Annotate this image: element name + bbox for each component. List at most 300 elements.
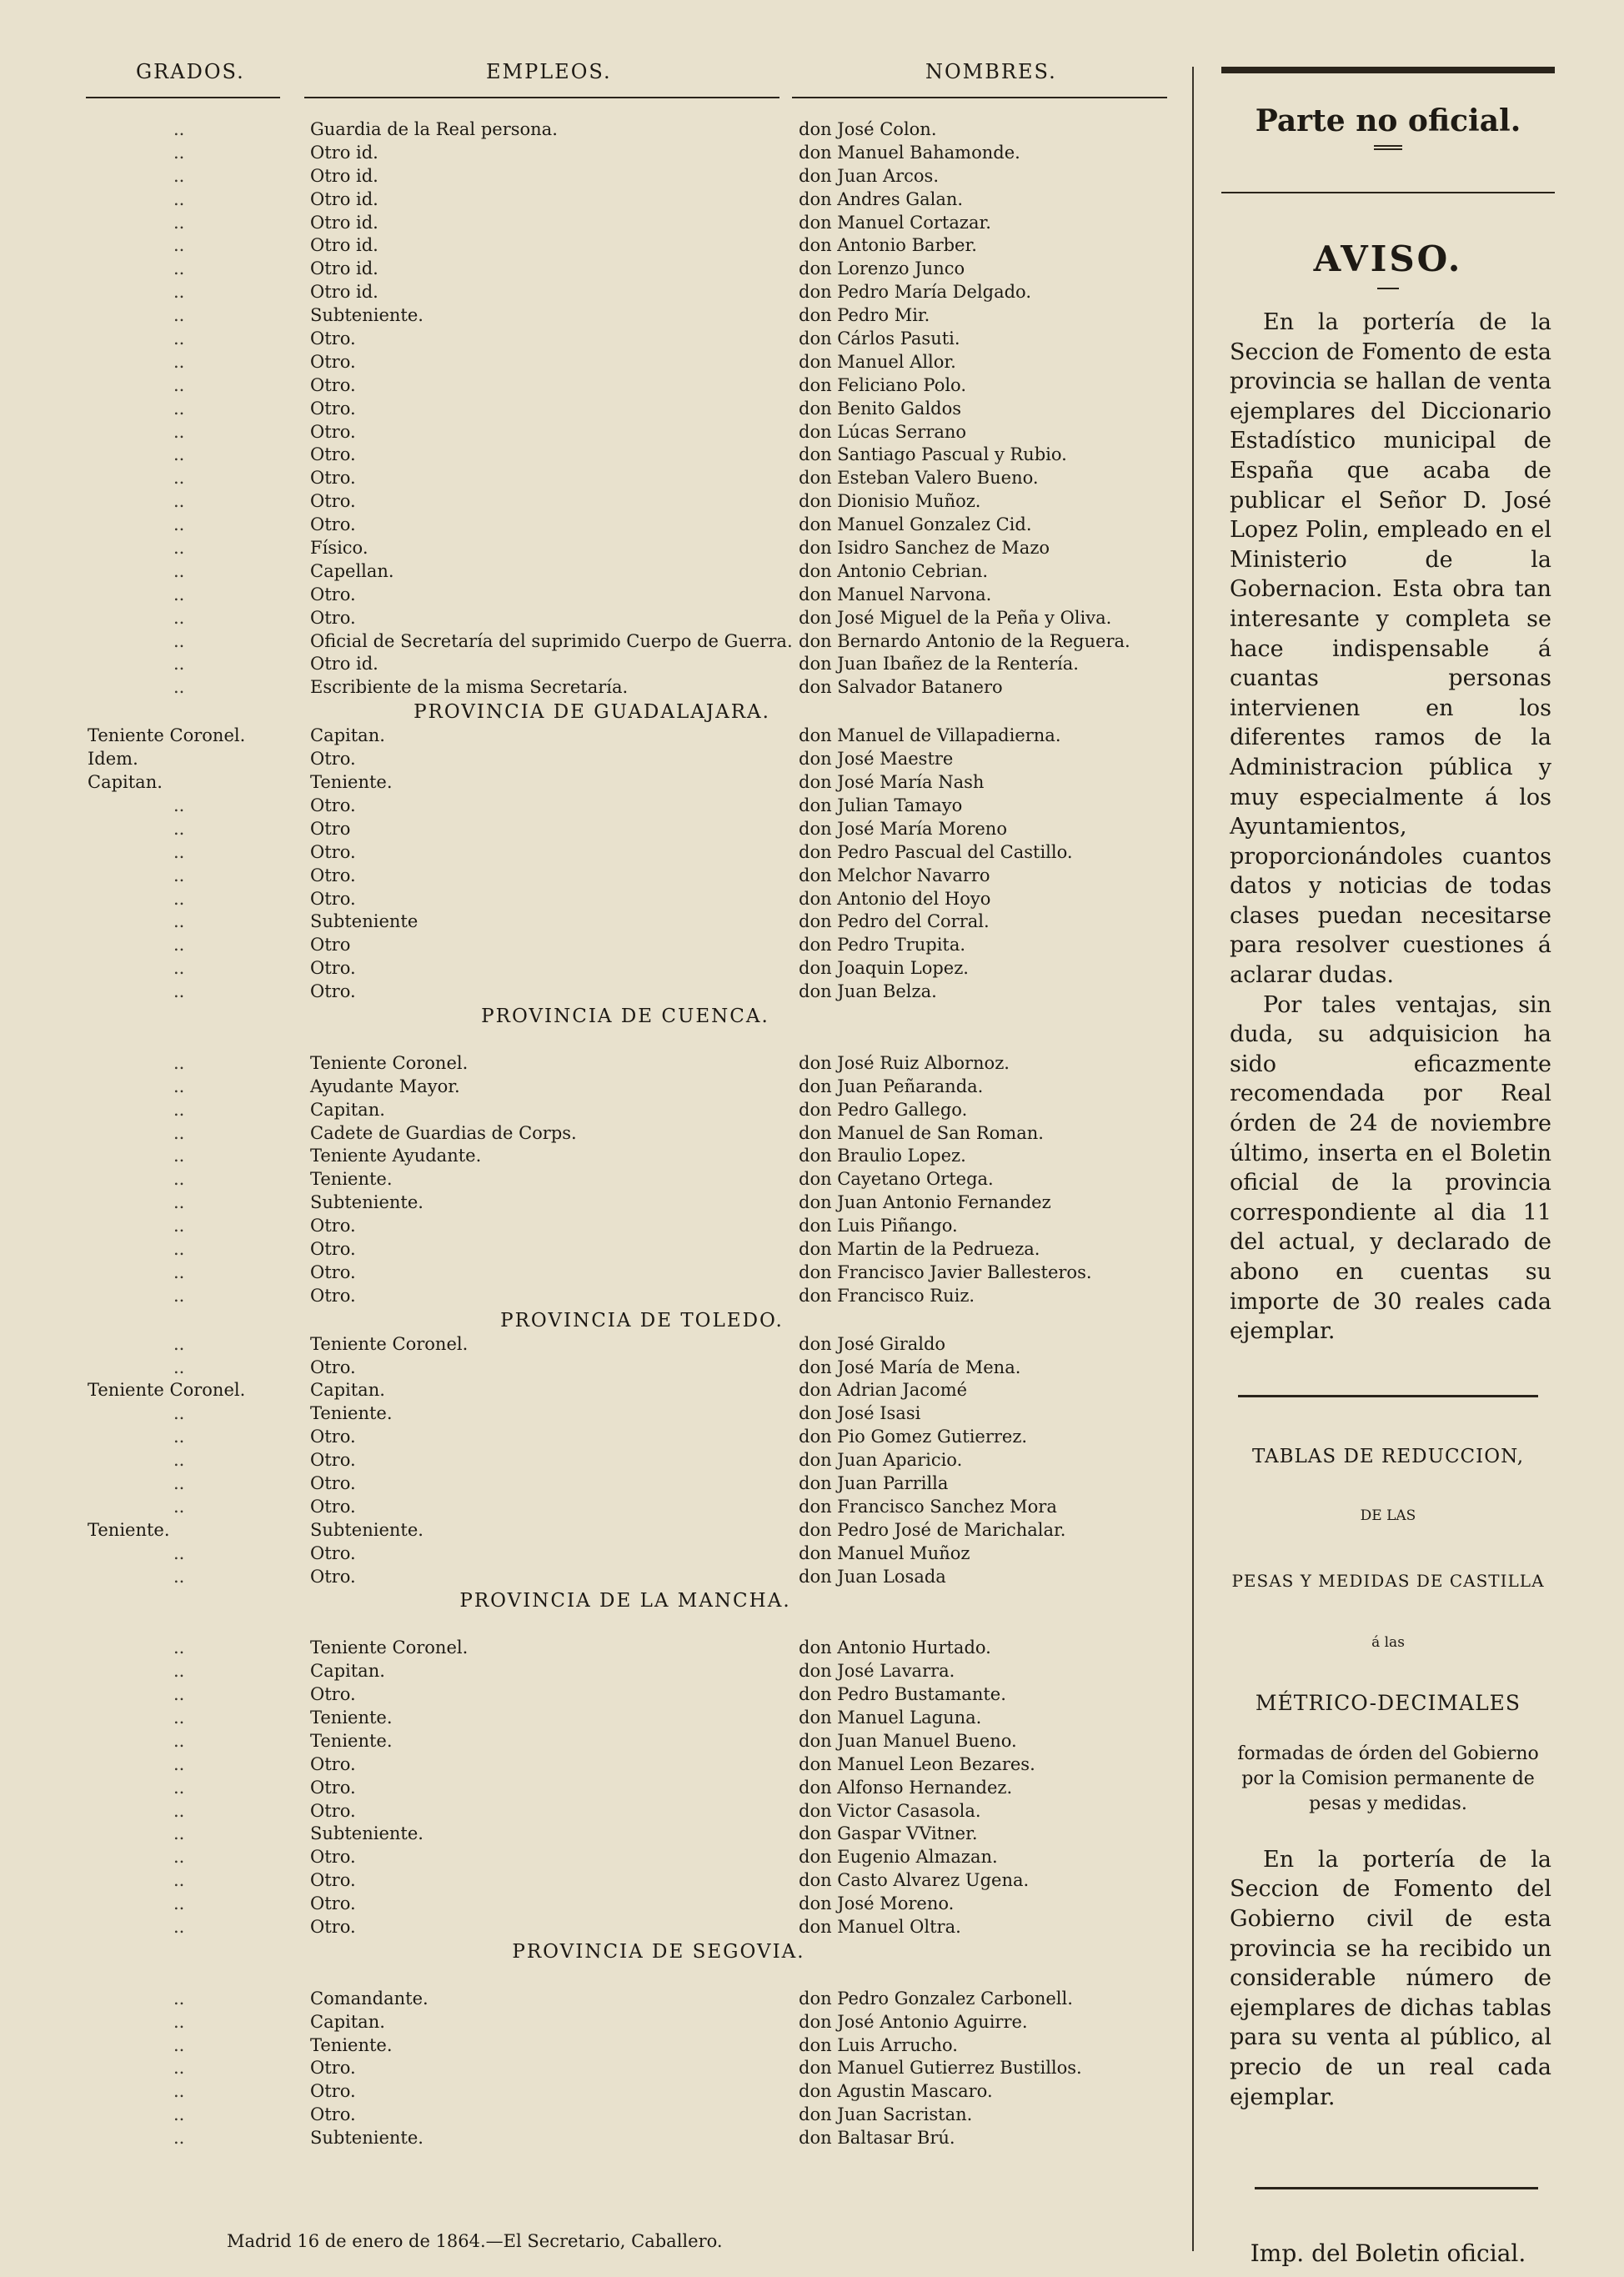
empleo-cell: Otro id. — [310, 282, 378, 303]
ditto-mark: .. — [173, 1730, 185, 1751]
ditto-mark: .. — [173, 1638, 185, 1658]
section-rule-3 — [1255, 2187, 1538, 2189]
empleo-cell: Capitan. — [310, 725, 385, 746]
nombre-cell: don Lorenzo Junco — [799, 258, 965, 279]
nombre-cell: don Benito Galdos — [799, 398, 962, 419]
empleo-cell: Subteniente. — [310, 2128, 424, 2149]
ditto-mark: .. — [173, 468, 185, 489]
grado-cell: Capitan. — [88, 772, 163, 793]
nombre-cell: don Manuel Allor. — [799, 351, 956, 372]
province-heading — [0, 700, 1184, 725]
ditto-mark: .. — [173, 1917, 185, 1938]
empleo-cell: Otro. — [310, 1285, 356, 1306]
empleo-cell: Subteniente. — [310, 1519, 424, 1540]
list-row — [0, 1519, 1184, 1542]
ditto-mark: .. — [173, 1450, 185, 1471]
ditto-mark: .. — [173, 514, 185, 535]
ditto-mark: .. — [173, 584, 185, 604]
list-row — [0, 1800, 1184, 1823]
section-rule — [1221, 192, 1555, 193]
grado-cell: Teniente Coronel. — [88, 1380, 246, 1401]
empleo-cell: Teniente Coronel. — [310, 1638, 469, 1658]
nombre-cell: don Joaquin Lopez. — [799, 958, 969, 979]
ditto-mark: .. — [173, 1496, 185, 1517]
top-thick-rule — [1221, 67, 1555, 73]
list-row — [0, 165, 1184, 188]
empleo-cell: Otro. — [310, 2058, 356, 2079]
ditto-mark: .. — [173, 142, 185, 163]
ditto-mark: .. — [173, 1052, 185, 1073]
ditto-mark: .. — [173, 1261, 185, 1282]
empleo-cell: Otro. — [310, 1450, 356, 1471]
nombre-cell: don Pedro Bustamante. — [799, 1684, 1006, 1705]
ditto-mark: .. — [173, 444, 185, 465]
nombre-cell: don Pedro Gonzalez Carbonell. — [799, 1988, 1073, 2009]
list-row — [0, 351, 1184, 374]
nombre-cell: don Santiago Pascual y Rubio. — [799, 444, 1067, 465]
list-row — [0, 1916, 1184, 1939]
ditto-mark: .. — [173, 1357, 185, 1377]
empleo-cell: Teniente. — [310, 1730, 393, 1751]
empleo-cell: Escribiente de la misma Secretaría. — [310, 677, 629, 698]
nombre-cell: don José Isasi — [799, 1403, 921, 1424]
list-row — [0, 1893, 1184, 1916]
list-row — [0, 1753, 1184, 1777]
ditto-mark: .. — [173, 305, 185, 326]
empleo-cell: Teniente. — [310, 1403, 393, 1424]
aviso-dash — [1377, 288, 1399, 289]
list-row — [0, 1472, 1184, 1496]
ditto-mark: .. — [173, 560, 185, 581]
officer-list — [0, 118, 1184, 2150]
list-row — [0, 1637, 1184, 1660]
list-row — [0, 1823, 1184, 1846]
empleo-cell: Otro. — [310, 1753, 356, 1774]
nombre-cell: don Isidro Sanchez de Mazo — [799, 538, 1050, 559]
list-row — [0, 1122, 1184, 1146]
list-row — [0, 188, 1184, 212]
list-row — [0, 1566, 1184, 1589]
empleo-cell: Comandante. — [310, 1988, 429, 2009]
ditto-mark: .. — [173, 1870, 185, 1891]
list-row — [0, 1379, 1184, 1402]
nombre-cell: don Salvador Batanero — [799, 677, 1003, 698]
province-heading-text: PROVINCIA DE TOLEDO. — [500, 1309, 784, 1332]
empleo-cell: Capellan. — [310, 560, 394, 581]
empleo-cell: Otro. — [310, 329, 356, 349]
list-row — [0, 1730, 1184, 1753]
list-row — [0, 1660, 1184, 1683]
tablas-pesas: PESAS Y MEDIDAS DE CASTILLA — [1231, 1570, 1545, 1591]
nombre-cell: don Antonio Barber. — [799, 235, 977, 256]
list-row — [0, 328, 1184, 351]
ditto-mark: .. — [173, 1847, 185, 1868]
nombre-cell: don Andres Galan. — [799, 188, 964, 209]
ditto-mark: .. — [173, 818, 185, 839]
nombre-cell: don Luis Arrucho. — [799, 2034, 958, 2055]
nombre-cell: don José Miguel de la Peña y Oliva. — [799, 607, 1112, 628]
list-row — [0, 1191, 1184, 1215]
empleo-cell: Otro. — [310, 2081, 356, 2102]
ditto-mark: .. — [173, 1472, 185, 1493]
nombre-cell: don Pedro Mir. — [799, 305, 930, 326]
empleo-cell: Capitan. — [310, 1380, 385, 1401]
tablas-paragraph: En la portería de la Seccion de Fomento del Gobierno civil de esta provincia se ha recibido un considerable número de ejemplares de dichas tablas para su venta al público, al precio de un real cada ejemplar. — [1230, 1846, 1551, 2110]
list-row — [0, 1145, 1184, 1168]
empleo-cell: Otro. — [310, 374, 356, 395]
nombre-cell: don Melchor Navarro — [799, 865, 990, 885]
empleo-cell: Otro. — [310, 1238, 356, 1259]
list-row — [0, 1683, 1184, 1707]
ditto-mark: .. — [173, 119, 185, 139]
nombre-cell: don Manuel Laguna. — [799, 1708, 982, 1728]
list-row — [0, 1846, 1184, 1869]
aviso-paragraph-2: Por tales ventajas, sin duda, su adquisicion ha sido eficazmente recomendada por Real órden de 24 de noviembre último, inserta en el Boletin oficial de la provincia correspondiente al dia 11 del actual, y declarado de abono en cuentas su importe de 30 reales cada ejemplar. — [1230, 991, 1551, 1345]
list-row — [0, 795, 1184, 818]
nombre-cell: don Lúcas Serrano — [799, 421, 967, 442]
list-row — [0, 1988, 1184, 2011]
nombre-cell: don José Antonio Aguirre. — [799, 2011, 1028, 2032]
ditto-mark: .. — [173, 1076, 185, 1096]
ditto-mark: .. — [173, 1216, 185, 1236]
province-heading — [0, 1004, 1184, 1029]
province-heading — [0, 1588, 1184, 1613]
empleo-cell: Otro. — [310, 1261, 356, 1282]
list-row — [0, 1261, 1184, 1285]
empleo-cell: Subteniente. — [310, 1823, 424, 1844]
empleo-cell: Otro. — [310, 1847, 356, 1868]
list-row — [0, 584, 1184, 607]
nombre-cell: don Pedro Trupita. — [799, 935, 966, 955]
grado-cell: Teniente. — [88, 1519, 170, 1540]
list-row — [0, 1869, 1184, 1893]
tablas-a-las: á las — [1371, 1633, 1405, 1651]
list-row — [0, 1238, 1184, 1261]
list-row — [0, 676, 1184, 700]
nombre-cell: don Manuel de Villapadierna. — [799, 725, 1061, 746]
empleo-cell: Otro. — [310, 888, 356, 909]
empleo-cell: Ayudante Mayor. — [310, 1076, 460, 1096]
ditto-mark: .. — [173, 1238, 185, 1259]
tablas-metrico: MÉTRICO-DECIMALES — [1255, 1690, 1521, 1715]
nombre-cell: don Dionisio Muñoz. — [799, 491, 981, 512]
imprenta-credit: Imp. del Boletin oficial. — [1250, 2239, 1526, 2268]
nombre-cell: don Juan Peñaranda. — [799, 1076, 984, 1096]
empleo-cell: Otro id. — [310, 258, 378, 279]
nombre-cell: don Manuel Cortazar. — [799, 212, 991, 233]
nombre-cell: don Manuel Gonzalez Cid. — [799, 514, 1032, 535]
nombre-cell: don Juan Antonio Fernandez — [799, 1192, 1051, 1213]
ditto-mark: .. — [173, 329, 185, 349]
ditto-mark: .. — [173, 981, 185, 1002]
empleo-cell: Otro id. — [310, 165, 378, 186]
nombre-cell: don Esteban Valero Bueno. — [799, 468, 1039, 489]
list-row — [0, 1449, 1184, 1472]
ditto-mark: .. — [173, 1566, 185, 1587]
nombre-cell: don Casto Alvarez Ugena. — [799, 1870, 1030, 1891]
empleo-cell: Otro. — [310, 1216, 356, 1236]
list-row — [0, 1333, 1184, 1357]
list-row — [0, 1426, 1184, 1449]
ditto-mark: .. — [173, 421, 185, 442]
list-row — [0, 444, 1184, 467]
nombre-cell: don Cárlos Pasuti. — [799, 329, 960, 349]
list-row — [0, 818, 1184, 841]
nombre-cell: don Victor Casasola. — [799, 1800, 981, 1821]
ditto-mark: .. — [173, 398, 185, 419]
list-row — [0, 934, 1184, 957]
list-row — [0, 514, 1184, 537]
ditto-mark: .. — [173, 1122, 185, 1143]
tablas-de-las: DE LAS — [1360, 1507, 1416, 1524]
empleo-cell: Teniente. — [310, 772, 393, 793]
list-row — [0, 607, 1184, 630]
list-row — [0, 865, 1184, 888]
nombre-cell: don Juan Losada — [799, 1566, 946, 1587]
ditto-mark: .. — [173, 1800, 185, 1821]
nombre-cell: don Cayetano Ortega. — [799, 1169, 994, 1190]
nombre-cell: don Martin de la Pedrueza. — [799, 1238, 1040, 1259]
ditto-mark: .. — [173, 1192, 185, 1213]
list-row — [0, 748, 1184, 771]
nombre-cell: don José Lavarra. — [799, 1661, 955, 1682]
aviso-heading: AVISO. — [1313, 238, 1463, 279]
ditto-mark: .. — [173, 212, 185, 233]
list-row — [0, 1029, 1184, 1052]
nombre-cell: don Julian Tamayo — [799, 795, 963, 815]
nombre-cell: don Eugenio Almazan. — [799, 1847, 998, 1868]
ditto-mark: .. — [173, 1333, 185, 1354]
list-row — [0, 1542, 1184, 1566]
ditto-mark: .. — [173, 2058, 185, 2079]
ditto-mark: .. — [173, 911, 185, 932]
list-row — [0, 2127, 1184, 2150]
footer-signature: Madrid 16 de enero de 1864.—El Secretario, Caballero. — [227, 2231, 723, 2251]
list-row — [0, 1777, 1184, 1800]
empleo-cell: Guardia de la Real persona. — [310, 119, 558, 139]
empleo-cell: Otro id. — [310, 654, 378, 675]
empleo-cell: Otro. — [310, 1777, 356, 1798]
ditto-mark: .. — [173, 1753, 185, 1774]
empleo-cell: Otro. — [310, 1542, 356, 1563]
list-row — [0, 841, 1184, 865]
nombre-cell: don Francisco Sanchez Mora — [799, 1496, 1057, 1517]
list-row — [0, 258, 1184, 281]
ditto-mark: .. — [173, 677, 185, 698]
list-row — [0, 2034, 1184, 2058]
nombre-cell: don Francisco Ruiz. — [799, 1285, 975, 1306]
empleo-cell: Teniente Ayudante. — [310, 1146, 482, 1166]
list-row — [0, 1402, 1184, 1426]
empleo-cell: Otro. — [310, 865, 356, 885]
parte-no-oficial-title: Parte no oficial. — [1255, 103, 1521, 138]
section-rule-2 — [1238, 1395, 1538, 1397]
aviso-paragraph-1: En la portería de la Seccion de Fomento de esta provincia se hallan de venta ejemplares del Diccionario Estadístico municipal de España que acaba de publicar el Señor D. José Lopez Polin, empleado en el Ministerio de la Gobernacion. Esta obra tan interesante y completa se hace indispensable á cuantas personas intervienen en los diferentes ramos de la Administracion pública y muy especialmente á los Ayuntamientos, proporcionándoles cuantos datos y noticias de todas clases puedan necesitarse para resolver cuestiones á aclarar dudas. — [1230, 309, 1551, 989]
empleo-cell: Capitan. — [310, 2011, 385, 2032]
list-row — [0, 118, 1184, 142]
list-row — [0, 490, 1184, 514]
nombre-cell: don Antonio Cebrian. — [799, 560, 989, 581]
list-row — [0, 1099, 1184, 1122]
province-heading — [0, 1308, 1184, 1333]
ditto-mark: .. — [173, 491, 185, 512]
nombre-cell: don Juan Manuel Bueno. — [799, 1730, 1017, 1751]
nombre-cell: don Feliciano Polo. — [799, 374, 966, 395]
list-row — [0, 771, 1184, 795]
empleo-cell: Otro. — [310, 1893, 356, 1914]
nombre-cell: don José Ruiz Albornoz. — [799, 1052, 1010, 1073]
list-row — [0, 957, 1184, 981]
nombre-cell: don Juan Ibañez de la Rentería. — [799, 654, 1079, 675]
empleo-cell: Teniente. — [310, 2034, 393, 2055]
empleo-cell: Otro. — [310, 1357, 356, 1377]
nombre-cell: don Pedro Gallego. — [799, 1099, 968, 1120]
ditto-mark: .. — [173, 1777, 185, 1798]
province-heading-text: PROVINCIA DE CUENCA. — [481, 1005, 769, 1027]
nombre-cell: don Manuel Gutierrez Bustillos. — [799, 2058, 1082, 2079]
ditto-mark: .. — [173, 1684, 185, 1705]
nombre-cell: don Pedro José de Marichalar. — [799, 1519, 1066, 1540]
ditto-mark: .. — [173, 351, 185, 372]
list-row — [0, 398, 1184, 421]
right-column — [1221, 58, 1555, 2267]
ditto-mark: .. — [173, 865, 185, 885]
nombre-cell: don Antonio del Hoyo — [799, 888, 991, 909]
list-row — [0, 234, 1184, 258]
nombre-cell: don Pedro María Delgado. — [799, 282, 1032, 303]
empleo-cell: Teniente. — [310, 1708, 393, 1728]
list-row — [0, 1285, 1184, 1308]
ditto-mark: .. — [173, 538, 185, 559]
tablas-title: TABLAS DE REDUCCION, — [1251, 1445, 1525, 1467]
empleo-cell: Otro. — [310, 1472, 356, 1493]
nombre-cell: don Pedro del Corral. — [799, 911, 990, 932]
empleo-cell: Otro. — [310, 795, 356, 815]
list-row — [0, 467, 1184, 490]
grado-cell: Idem. — [88, 749, 138, 770]
column-separator — [1192, 67, 1194, 2251]
nombre-cell: don José Maestre — [799, 749, 954, 770]
list-row — [0, 374, 1184, 398]
ditto-mark: .. — [173, 1988, 185, 2009]
empleo-cell: Subteniente — [310, 911, 419, 932]
list-row — [0, 281, 1184, 304]
nombre-cell: don Agustin Mascaro. — [799, 2081, 993, 2102]
list-row — [0, 630, 1184, 654]
ditto-mark: .. — [173, 1427, 185, 1447]
empleo-cell: Otro. — [310, 981, 356, 1002]
empleo-cell: Otro. — [310, 468, 356, 489]
header-rule-empleos — [304, 97, 779, 98]
empleo-cell: Subteniente. — [310, 1192, 424, 1213]
list-row — [0, 1496, 1184, 1519]
ditto-mark: .. — [173, 795, 185, 815]
empleo-cell: Otro. — [310, 491, 356, 512]
nombre-cell: don José Colon. — [799, 119, 937, 139]
ditto-mark: .. — [173, 1285, 185, 1306]
ditto-mark: .. — [173, 1169, 185, 1190]
empleo-cell: Capitan. — [310, 1099, 385, 1120]
nombre-cell: don Juan Arcos. — [799, 165, 940, 186]
nombre-cell: don Juan Parrilla — [799, 1472, 949, 1493]
nombre-cell: don José María Nash — [799, 772, 985, 793]
nombre-cell: don José María Moreno — [799, 818, 1007, 839]
empleo-cell: Otro. — [310, 607, 356, 628]
nombre-cell: don Juan Aparicio. — [799, 1450, 963, 1471]
ditto-mark: .. — [173, 258, 185, 279]
ditto-mark: .. — [173, 841, 185, 862]
ditto-mark: .. — [173, 888, 185, 909]
nombre-cell: don Alfonso Hernandez. — [799, 1777, 1013, 1798]
ditto-mark: .. — [173, 1099, 185, 1120]
list-row — [0, 560, 1184, 584]
ditto-mark: .. — [173, 1542, 185, 1563]
ditto-mark: .. — [173, 282, 185, 303]
empleo-cell: Otro. — [310, 1917, 356, 1938]
ditto-mark: .. — [173, 1708, 185, 1728]
list-row — [0, 1215, 1184, 1238]
list-row — [0, 1168, 1184, 1191]
ditto-mark: .. — [173, 374, 185, 395]
empleo-cell: Teniente Coronel. — [310, 1052, 469, 1073]
empleo-cell: Otro. — [310, 749, 356, 770]
list-row — [0, 537, 1184, 560]
empleo-cell: Subteniente. — [310, 305, 424, 326]
empleo-cell: Otro. — [310, 398, 356, 419]
empleo-cell: Otro id. — [310, 188, 378, 209]
empleo-cell: Capitan. — [310, 1661, 385, 1682]
ditto-mark: .. — [173, 935, 185, 955]
list-row — [0, 2057, 1184, 2080]
nombre-cell: don José Giraldo — [799, 1333, 946, 1354]
empleo-cell: Otro id. — [310, 142, 378, 163]
header-rule-nombres — [792, 97, 1167, 98]
list-row — [0, 725, 1184, 748]
nombre-cell: don Manuel Oltra. — [799, 1917, 961, 1938]
list-row — [0, 1707, 1184, 1730]
grado-cell: Teniente Coronel. — [88, 725, 246, 746]
empleo-cell: Teniente Coronel. — [310, 1333, 469, 1354]
list-row — [0, 1076, 1184, 1099]
ornament-double-rule — [1374, 145, 1402, 150]
empleo-cell: Otro. — [310, 514, 356, 535]
list-row — [0, 888, 1184, 911]
empleo-cell: Otro. — [310, 841, 356, 862]
ditto-mark: .. — [173, 2128, 185, 2149]
empleo-cell: Otro id. — [310, 235, 378, 256]
ditto-mark: .. — [173, 235, 185, 256]
ditto-mark: .. — [173, 607, 185, 628]
tablas-formadas: formadas de órden del Gobierno por la Comision permanente de pesas y medidas. — [1237, 1743, 1539, 1814]
province-heading-text: PROVINCIA DE LA MANCHA. — [459, 1590, 791, 1612]
nombre-cell: don Adrian Jacomé — [799, 1380, 968, 1401]
nombre-cell: don Manuel de San Roman. — [799, 1122, 1044, 1143]
ditto-mark: .. — [173, 2034, 185, 2055]
ditto-mark: .. — [173, 1146, 185, 1166]
empleo-cell: Otro. — [310, 1496, 356, 1517]
list-row — [0, 653, 1184, 676]
list-row — [0, 981, 1184, 1004]
nombre-cell: don Braulio Lopez. — [799, 1146, 966, 1166]
nombre-cell: don José Moreno. — [799, 1893, 955, 1914]
list-row — [0, 1613, 1184, 1637]
list-row — [0, 910, 1184, 934]
ditto-mark: .. — [173, 188, 185, 209]
list-row — [0, 1357, 1184, 1380]
list-row — [0, 304, 1184, 328]
ditto-mark: .. — [173, 1403, 185, 1424]
list-row — [0, 212, 1184, 235]
